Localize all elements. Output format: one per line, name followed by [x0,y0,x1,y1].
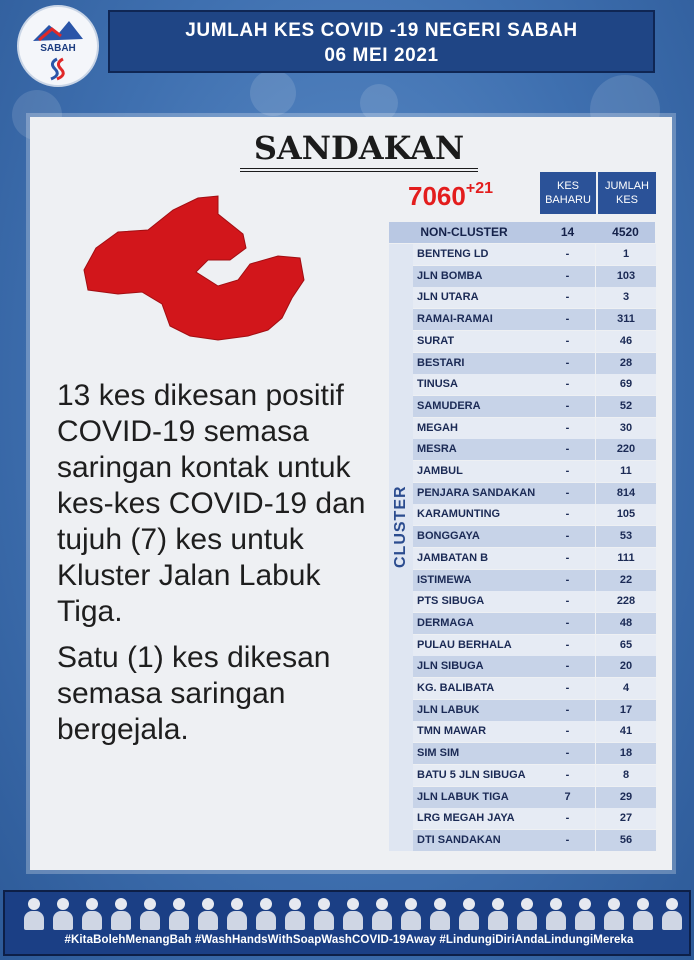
table-row [389,830,655,851]
cluster-new-cases: - [540,244,595,265]
cluster-name: SURAT [413,331,563,352]
cluster-total-cases: 311 [596,309,656,330]
cluster-total-cases: 53 [596,526,656,547]
cluster-total-cases: 11 [596,461,656,482]
table-row [389,309,655,330]
cluster-name: TINUSA [413,374,563,395]
cluster-name: SIM SIM [413,743,563,764]
table-row [389,721,655,742]
cluster-new-cases: - [540,374,595,395]
cluster-name: ISTIMEWA [413,570,563,591]
header-date: 06 MEI 2021 [324,45,439,66]
cluster-total-cases: 18 [596,743,656,764]
cluster-new-cases: - [540,830,595,851]
cluster-total-cases: 8 [596,765,656,786]
footer-hashtags: #KitaBolehMenangBah #WashHandsWithSoapWashCOVID-19Away #LindungiDiriAndaLindungiMereka [64,934,634,946]
table-row [389,656,655,677]
frontliner-icon [255,898,277,930]
table-row [389,808,655,829]
table-row [389,678,655,699]
cluster-name: JLN UTARA [413,287,563,308]
table-row [389,635,655,656]
cluster-name: JAMBATAN B [413,548,563,569]
frontliner-icon [400,898,422,930]
frontliner-icon [110,898,132,930]
cluster-new-cases: - [540,526,595,547]
cluster-new-cases: - [540,461,595,482]
table-row [389,287,655,308]
total-new: +21 [465,180,493,197]
table-row [389,743,655,764]
cluster-new-cases: - [540,309,595,330]
cluster-total-cases: 4 [596,678,656,699]
frontliner-icon [226,898,248,930]
frontliner-icon [81,898,103,930]
table-row [389,765,655,786]
cluster-name: BESTARI [413,353,563,374]
table-row [389,504,655,525]
total-cases [408,180,493,212]
table-row [389,526,655,547]
cluster-new-cases: - [540,439,595,460]
frontliner-icon [458,898,480,930]
cluster-new-cases: - [540,418,595,439]
virus-decoration [250,70,296,116]
footer-banner [3,890,691,956]
frontliner-icon [371,898,393,930]
cluster-new-cases: - [540,808,595,829]
cluster-total-cases: 69 [596,374,656,395]
cluster-new-cases: - [540,743,595,764]
column-header-new: KES BAHARU [540,172,596,214]
cluster-new-cases: - [540,483,595,504]
cluster-total-cases: 28 [596,353,656,374]
cluster-total-cases: 20 [596,656,656,677]
frontliner-icon [429,898,451,930]
cluster-new-cases: - [540,656,595,677]
table-row [389,353,655,374]
table-row [389,613,655,634]
frontliner-icon [603,898,625,930]
cluster-name: TMN MAWAR [413,721,563,742]
frontliner-icon [342,898,364,930]
cluster-name: SAMUDERA [413,396,563,417]
cluster-total-cases: 228 [596,591,656,612]
cluster-total-cases: 1 [596,244,656,265]
cluster-name: BENTENG LD [413,244,563,265]
cluster-new-cases: - [540,591,595,612]
table-row [389,700,655,721]
non-cluster-total: 4520 [612,225,639,239]
frontliner-icon [516,898,538,930]
cluster-total-cases: 30 [596,418,656,439]
frontliner-icon [545,898,567,930]
frontliner-icon [661,898,683,930]
table-row [389,439,655,460]
column-header-total: JUMLAH KES [598,172,656,214]
cluster-name: LRG MEGAH JAYA [413,808,563,829]
table-row [389,418,655,439]
cluster-name: JLN BOMBA [413,266,563,287]
cluster-total-cases: 48 [596,613,656,634]
table-row [389,331,655,352]
cluster-new-cases: - [540,287,595,308]
cluster-name: BONGGAYA [413,526,563,547]
cluster-new-cases: - [540,353,595,374]
cluster-new-cases: - [540,266,595,287]
cluster-name: MESRA [413,439,563,460]
cluster-total-cases: 103 [596,266,656,287]
frontliner-icon [574,898,596,930]
table-row [389,591,655,612]
district-title: SANDAKAN [240,130,478,172]
cluster-name: PTS SIBUGA [413,591,563,612]
cluster-name: PENJARA SANDAKAN [413,483,563,504]
table-row [389,483,655,504]
non-cluster-new: 14 [560,225,575,239]
cluster-name: DTI SANDAKAN [413,830,563,851]
cluster-name: BATU 5 JLN SIBUGA [413,765,563,786]
frontliner-icon [197,898,219,930]
table-row [389,548,655,569]
table-row [389,266,655,287]
table-row [389,570,655,591]
frontliner-icon [168,898,190,930]
cluster-name: MEGAH [413,418,563,439]
cluster-new-cases: - [540,635,595,656]
frontliner-icon [487,898,509,930]
frontliner-icon [23,898,45,930]
cluster-total-cases: 46 [596,331,656,352]
cluster-name: JLN LABUK [413,700,563,721]
cluster-total-cases: 3 [596,287,656,308]
cluster-total-cases: 111 [596,548,656,569]
cluster-total-cases: 105 [596,504,656,525]
cluster-name: KARAMUNTING [413,504,563,525]
cluster-name: DERMAGA [413,613,563,634]
table-row [389,244,655,265]
cluster-new-cases: - [540,721,595,742]
cluster-total-cases: 65 [596,635,656,656]
total-value: 7060 [408,181,466,211]
summary-paragraph-2: Satu (1) kes dikesan semasa saringan bergejala. [57,641,331,746]
cluster-total-cases: 52 [596,396,656,417]
cluster-new-cases: - [540,613,595,634]
frontliner-icon [632,898,654,930]
cluster-new-cases: - [540,570,595,591]
frontliner-icon [52,898,74,930]
cluster-label: CLUSTER [392,485,409,568]
cluster-total-cases: 22 [596,570,656,591]
cluster-new-cases: - [540,678,595,699]
cluster-total-cases: 56 [596,830,656,851]
cluster-new-cases: - [540,396,595,417]
non-cluster-row [389,222,655,243]
cluster-name: JAMBUL [413,461,563,482]
cluster-new-cases: - [540,331,595,352]
cluster-new-cases: - [540,548,595,569]
frontliner-icon [313,898,335,930]
cluster-total-cases: 29 [596,787,656,808]
table-row [389,461,655,482]
cluster-new-cases: - [540,700,595,721]
summary-paragraph-1: 13 kes dikesan positif COVID-19 semasa saringan kontak untuk kes-kes COVID-19 dan tujuh (7) kes untuk Kluster Jalan Labuk Tiga. [57,379,366,628]
logo-label: SABAH [40,43,76,54]
cluster-total-cases: 27 [596,808,656,829]
cluster-new-cases: - [540,504,595,525]
cluster-name: KG. BALIBATA [413,678,563,699]
table-row [389,374,655,395]
sabah-health-logo [17,5,99,87]
cluster-name: JLN SIBUGA [413,656,563,677]
cluster-new-cases: - [540,765,595,786]
cluster-total-cases: 814 [596,483,656,504]
frontliner-icon [284,898,306,930]
cluster-name: JLN LABUK TIGA [413,787,563,808]
table-row [389,396,655,417]
cluster-total-cases: 41 [596,721,656,742]
cluster-total-cases: 220 [596,439,656,460]
cluster-name: RAMAI-RAMAI [413,309,563,330]
frontliner-icon [139,898,161,930]
cluster-name: PULAU BERHALA [413,635,563,656]
sandakan-map-icon [78,190,318,350]
header-title: JUMLAH KES COVID -19 NEGERI SABAH [185,20,578,41]
summary-text [57,378,377,748]
table-row [389,787,655,808]
header-banner [108,10,655,73]
non-cluster-label: NON-CLUSTER [420,225,508,239]
cluster-total-cases: 17 [596,700,656,721]
cluster-new-cases: 7 [540,787,595,808]
